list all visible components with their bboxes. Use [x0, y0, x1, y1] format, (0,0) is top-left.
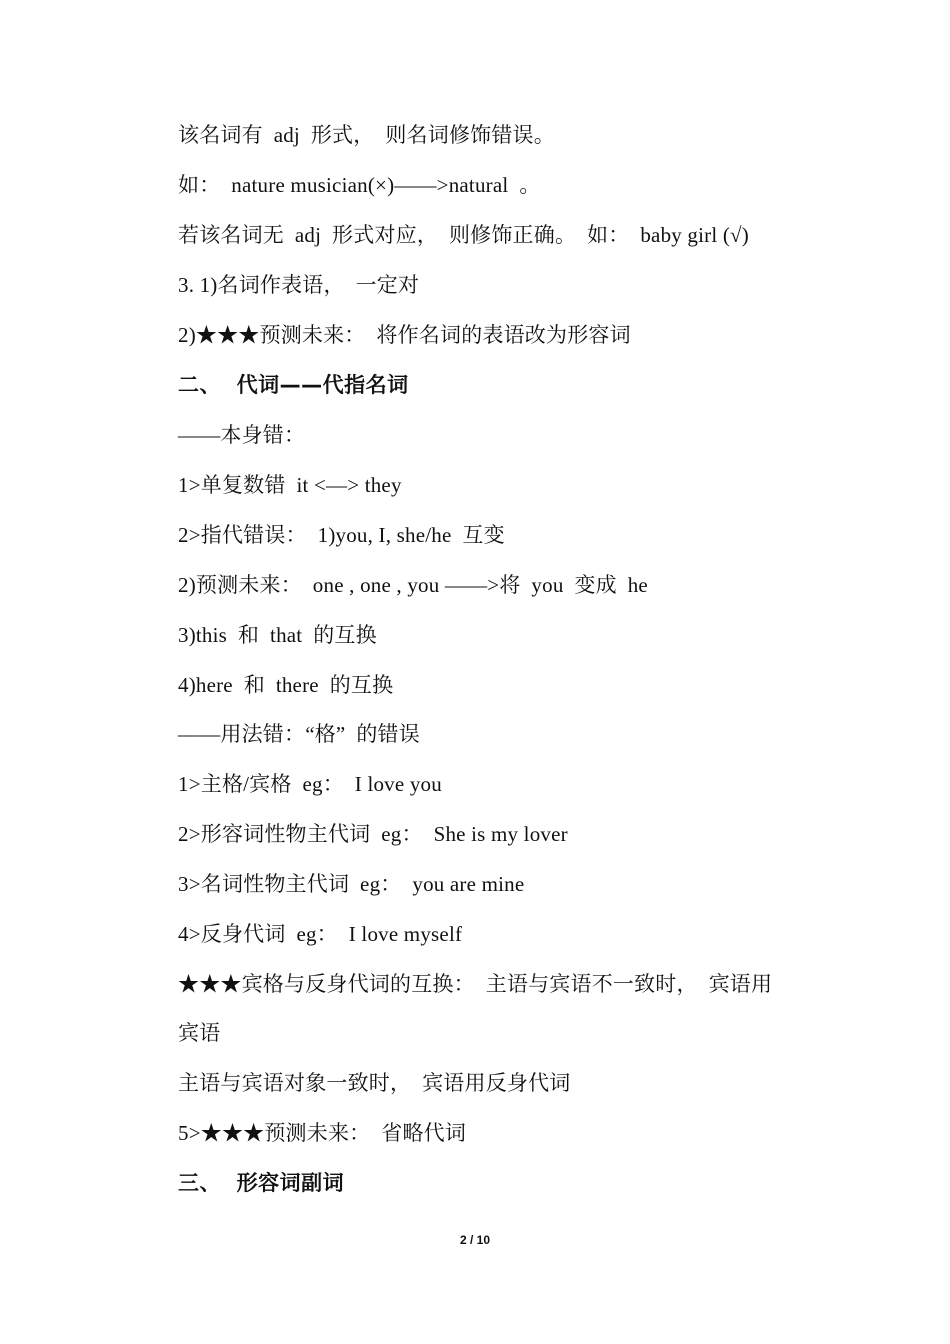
text-line-reference-error: 2>指代错误： 1)you, I, she/he 互变 — [178, 523, 505, 547]
text-line-no-adj-form: 若该名词无 adj 形式对应， 则修饰正确。 如： baby girl (√) — [178, 223, 749, 247]
section-heading-adjectives-adverbs: 三、 形容词副词 — [178, 1171, 345, 1195]
text-line-subject-object-case: 1>主格/宾格 eg： I love you — [178, 772, 442, 796]
text-line-omit-pronoun: 5>★★★预测未来： 省略代词 — [178, 1121, 467, 1145]
text-line-predict-one-you: 2)预测未来： one , one , you ——>将 you 变成 he — [178, 573, 648, 597]
text-line-this-that: 3)this 和 that 的互换 — [178, 623, 377, 647]
text-line-object-continuation: 宾语 — [178, 1021, 221, 1045]
text-line-singular-plural: 1>单复数错 it <—> they — [178, 473, 402, 497]
text-line-same-subject-object: 主语与宾语对象一致时， 宾语用反身代词 — [178, 1071, 571, 1095]
text-line-adjective-possessive: 2>形容词性物主代词 eg： She is my lover — [178, 822, 568, 846]
page-number: 2 / 10 — [459, 1233, 491, 1247]
section-heading-pronouns: 二、 代词——代指名词 — [178, 373, 409, 397]
text-line-example-nature: 如： nature musician(×)——>natural 。 — [178, 173, 541, 197]
text-line-intrinsic-error: ——本身错： — [178, 423, 306, 447]
text-line-object-reflexive-swap: ★★★宾格与反身代词的互换： 主语与宾语不一致时， 宾语用 — [178, 972, 773, 996]
text-line-predict-future-1: 2)★★★预测未来： 将作名词的表语改为形容词 — [178, 323, 631, 347]
text-line-here-there: 4)here 和 there 的互换 — [178, 673, 394, 697]
text-line-noun-possessive: 3>名词性物主代词 eg： you are mine — [178, 872, 525, 896]
text-line-case-error: ——用法错：“格” 的错误 — [178, 722, 420, 746]
text-line-reflexive: 4>反身代词 eg： I love myself — [178, 922, 463, 946]
text-line-adj-form: 该名词有 adj 形式， 则名词修饰错误。 — [178, 123, 555, 147]
text-line-predicative-noun: 3. 1)名词作表语， 一定对 — [178, 273, 420, 297]
